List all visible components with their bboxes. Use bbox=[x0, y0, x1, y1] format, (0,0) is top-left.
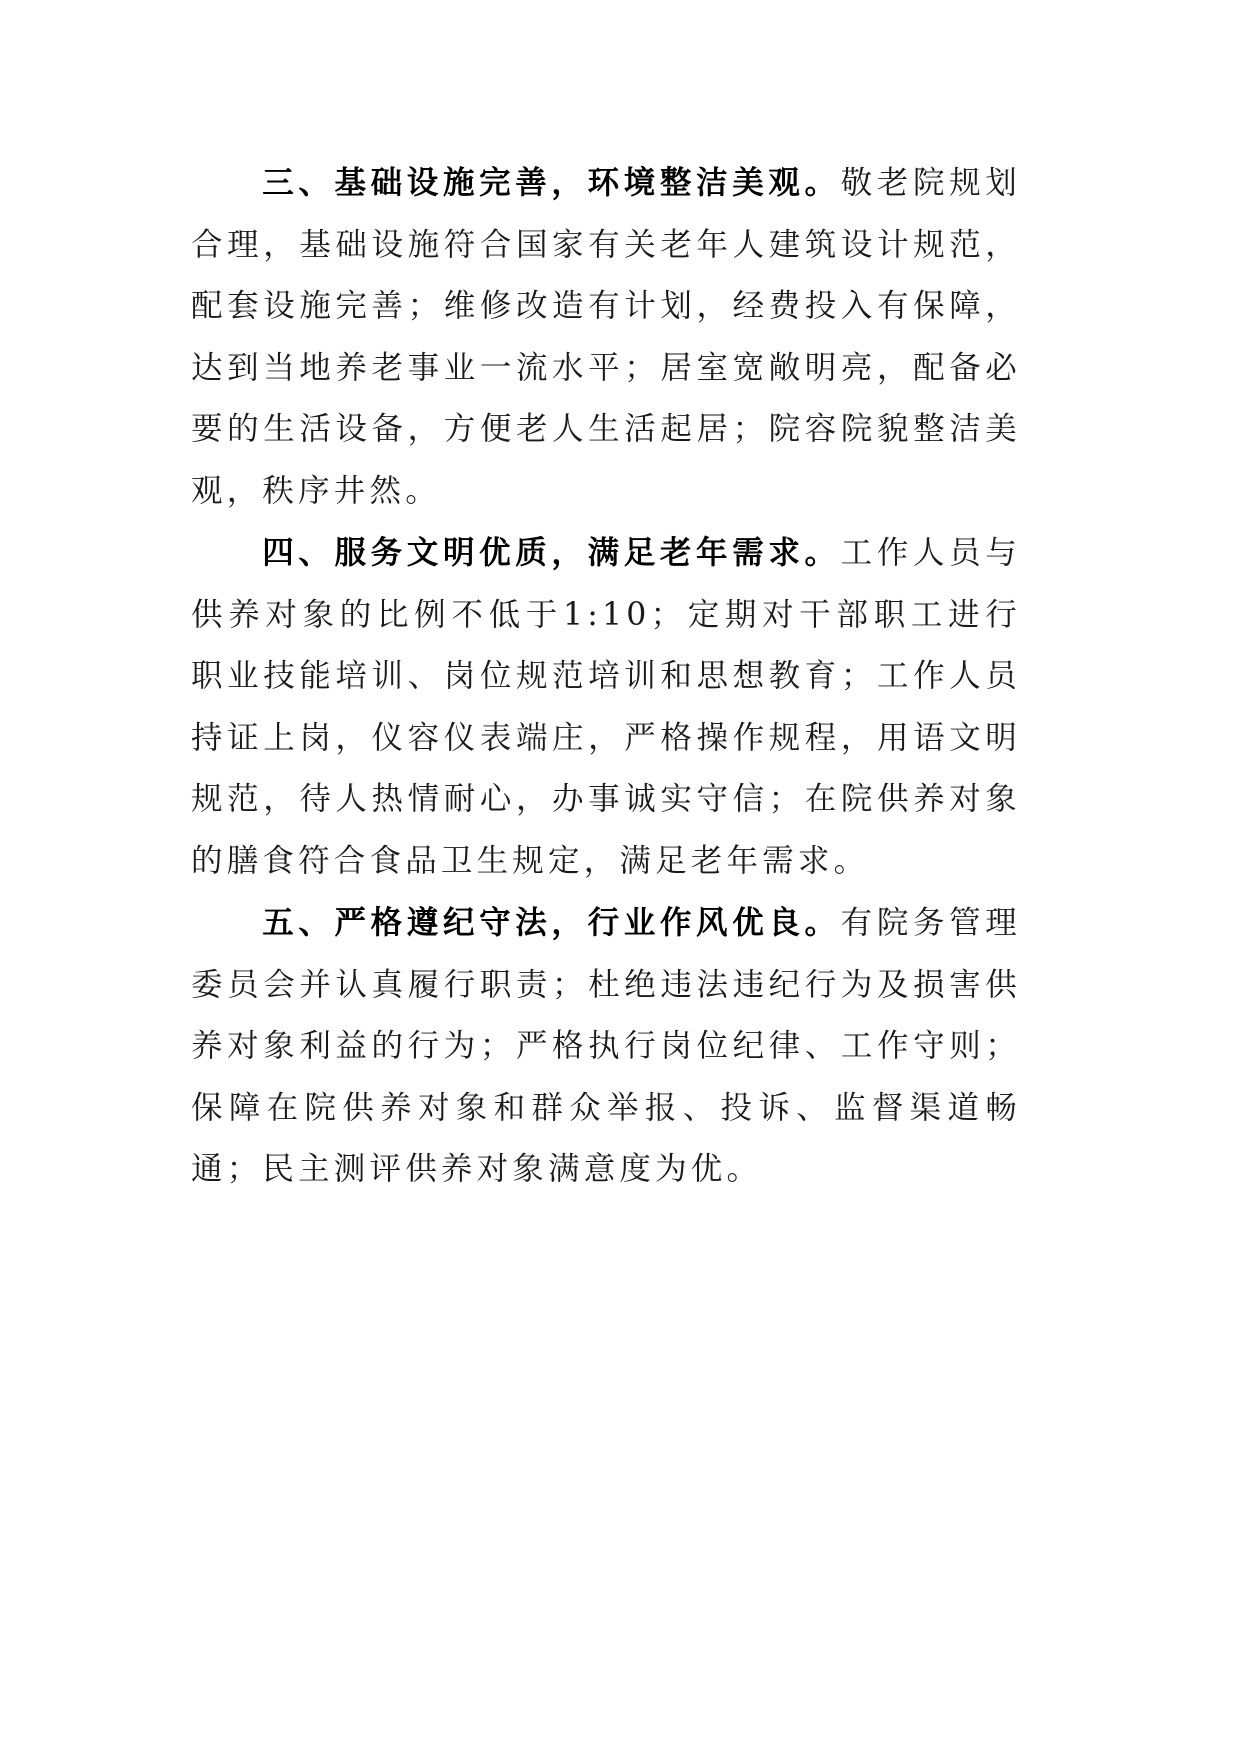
section-4-heading: 四、服务文明优质，满足老年需求。 bbox=[262, 534, 841, 571]
section-3-text: 敬老院规划合理，基础设施符合国家有关老年人建筑设计规范，配套设施完善；维修改造有计划，经费投入有保障，达到当地养老事业一流水平；居室宽敞明亮，配备必要的生活设备，方便老人生活起居；院容院貌整洁美观，秩序井然。 bbox=[191, 165, 1021, 509]
section-5-heading: 五、严格遵纪守法，行业作风优良。 bbox=[262, 904, 841, 941]
paragraph-section-3 bbox=[191, 152, 1021, 522]
document-body bbox=[191, 152, 1021, 1201]
section-4-text: 工作人员与供养对象的比例不低于1:10；定期对干部职工进行职业技能培训、岗位规范培训和思想教育；工作人员持证上岗，仪容仪表端庄，严格操作规程，用语文明规范，待人热情耐心，办事诚实守信；在院供养对象的膳食符合食品卫生规定，满足老年需求。 bbox=[191, 535, 1021, 879]
paragraph-section-4 bbox=[191, 522, 1021, 892]
section-5-text: 有院务管理委员会并认真履行职责；杜绝违法违纪行为及损害供养对象利益的行为；严格执行岗位纪律、工作守则；保障在院供养对象和群众举报、投诉、监督渠道畅通；民主测评供养对象满意度为优。 bbox=[191, 905, 1021, 1187]
paragraph-section-5 bbox=[191, 892, 1021, 1201]
section-3-heading: 三、基础设施完善，环境整洁美观。 bbox=[262, 164, 841, 201]
